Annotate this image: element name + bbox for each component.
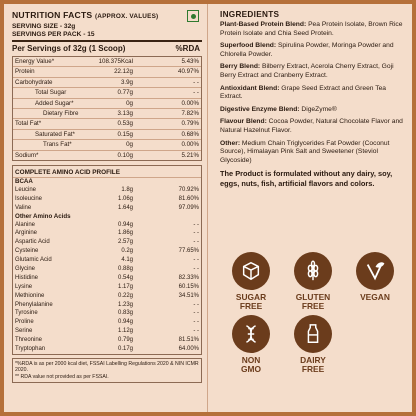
nutrition-row (13, 99, 201, 108)
nutrition-value: 3.13g (117, 109, 133, 117)
amino-rda: 60.15% (178, 283, 199, 290)
nutrition-value: 0.53g (117, 120, 133, 128)
amino-row (13, 204, 201, 213)
nutrition-rda: 0.00% (181, 99, 199, 107)
amino-value: 1.64g (117, 204, 133, 211)
amino-value: 1.8g (121, 186, 133, 193)
amino-row (13, 186, 201, 195)
rda-header: %RDA (175, 44, 200, 53)
nutrition-row (13, 88, 201, 97)
nutrition-name: Trans Fat* (43, 141, 72, 149)
amino-name: Isoleucine (15, 195, 43, 202)
ingredient-item (220, 106, 406, 115)
footnote-no-rda: ** RDA value not provided as per FSSAI. (15, 373, 109, 380)
claim-badge (220, 252, 282, 311)
nutrition-value: 22.12g (114, 68, 133, 76)
ingredient-item (220, 85, 406, 102)
amino-rda: - - (193, 257, 199, 264)
veg-mark-icon (187, 10, 199, 22)
badge-label-line2: GMO (240, 364, 261, 374)
amino-name: Valine (15, 204, 32, 211)
amino-row (13, 238, 201, 247)
amino-name: Leucine (15, 186, 37, 193)
nutrition-rda: - - (193, 78, 199, 86)
amino-row (13, 283, 201, 292)
amino-value: 0.88g (117, 266, 133, 273)
amino-rda: - - (193, 266, 199, 273)
ingredient-item (220, 140, 406, 166)
badge-label-line1: VEGAN (360, 292, 390, 302)
amino-name: Methionine (15, 292, 45, 299)
nutrition-row (13, 140, 201, 149)
amino-row (13, 301, 201, 310)
amino-value: 0.54g (117, 274, 133, 281)
nutrition-name: Added Sugar* (35, 99, 74, 107)
badge-label (220, 356, 282, 374)
nutrition-facts-section (4, 4, 208, 412)
ingredient-text: Pea Protein Isolate, Brown Rice Protein Isolate and Chia Seed Protein. (220, 21, 403, 37)
badge-label (220, 293, 282, 311)
amino-value: 0.2g (121, 248, 133, 255)
ingredient-text: Cocoa Powder, Natural Chocolate Flavor and Natural Hazelnut Flavor. (220, 118, 403, 134)
nutrition-title-text: NUTRITION FACTS (12, 10, 93, 20)
nutrition-name: Saturated Fat* (35, 130, 75, 138)
amino-name: Lysine (15, 283, 33, 290)
amino-value: 1.17g (117, 283, 133, 290)
amino-rda: 34.51% (178, 292, 199, 299)
ingredient-label: Superfood Blend: (220, 42, 277, 50)
amino-row (13, 247, 201, 256)
claim-badge (282, 315, 344, 374)
amino-row (13, 265, 201, 274)
ingredient-text: Spirulina Powder, Moringa Powder and Chlorella Powder. (220, 42, 394, 58)
amino-rda: 81.51% (178, 337, 199, 344)
ingredient-label: Digestive Enzyme Blend: (220, 105, 300, 113)
amino-value: 0.79g (117, 337, 133, 344)
badge-label-line1: NON (241, 355, 261, 365)
badge-label-line2: FREE (301, 364, 325, 374)
nutrition-value: 0g (126, 141, 133, 149)
amino-value: 0.94g (117, 319, 133, 326)
nutrition-name: Protein (15, 68, 35, 76)
amino-name: Proline (15, 319, 34, 326)
amino-name: Phenylalanine (15, 301, 53, 308)
amino-row (13, 274, 201, 283)
amino-row (13, 309, 201, 318)
amino-name: Tyrosine (15, 310, 38, 317)
nutrition-rda: 0.00% (181, 141, 199, 149)
sugar-cube-icon (232, 252, 270, 290)
free-from-statement: The Product is formulated without any dairy, soy, eggs, nuts, fish, artificial flavors and colors. (220, 169, 393, 188)
amino-rda: - - (193, 310, 199, 317)
nutrition-row (13, 57, 201, 66)
amino-name: Threonine (15, 337, 43, 344)
footnote-rda: *%RDA is as per 2000 kcal diet, FSSAI Labelling Regulations 2020 & NIN ICMR 2020. (15, 360, 199, 374)
ingredients-title: INGREDIENTS (220, 10, 280, 19)
ingredient-text: DigeZyme® (299, 105, 337, 113)
amino-rda: 82.33% (178, 274, 199, 281)
vegan-v-icon (356, 252, 394, 290)
nutrition-name: Carbohydrate (15, 78, 53, 86)
amino-row (13, 336, 201, 345)
amino-rda: - - (193, 221, 199, 228)
amino-value: 1.12g (117, 328, 133, 335)
dna-strand-icon (232, 315, 270, 353)
claim-badge (344, 252, 406, 311)
ingredient-item (220, 21, 406, 38)
amino-row (13, 229, 201, 238)
ingredient-label: Berry Blend: (220, 63, 261, 71)
badge-label (282, 293, 344, 311)
serving-size: SERVING SIZE - 32g (12, 23, 76, 30)
nutrition-row (13, 78, 201, 87)
badge-label (344, 293, 406, 302)
amino-rda: 77.65% (178, 248, 199, 255)
amino-rda: 97.09% (178, 204, 199, 211)
claim-badge (220, 315, 282, 374)
amino-name: Glycine (15, 266, 36, 273)
footnotes (12, 358, 202, 383)
amino-row (13, 327, 201, 336)
ingredient-label: Flavour Blend: (220, 118, 267, 126)
nutrition-rda: 0.79% (181, 120, 199, 128)
claim-badges (220, 252, 406, 374)
nutrition-row (13, 67, 201, 76)
nutrition-table (12, 56, 202, 161)
amino-name: Arginine (15, 230, 38, 237)
label-panel (4, 4, 412, 412)
amino-row (13, 345, 201, 354)
amino-value: 0.94g (117, 221, 133, 228)
ingredient-text: Bilberry Extract, Acerola Cherry Extract, Goji Berry Extract and Cranberry Extract. (220, 63, 394, 79)
nutrition-value: 108.375Kcal (98, 58, 133, 65)
wheat-icon (294, 252, 332, 290)
amino-row (13, 256, 201, 265)
nutrition-value: 0.15g (117, 130, 133, 138)
bcaa-rows (13, 186, 201, 213)
amino-name: Alanine (15, 221, 36, 228)
nutrition-row (13, 119, 201, 128)
amino-value: 2.57g (117, 239, 133, 246)
nutrition-rda: 0.68% (181, 130, 199, 138)
ingredient-label: Plant-Based Protein Blend: (220, 21, 307, 28)
amino-name: Cysteine (15, 248, 39, 255)
badge-label (282, 356, 344, 374)
amino-name: Tryptophan (15, 346, 46, 353)
nutrition-name: Total Fat* (15, 120, 42, 128)
badge-label-line1: GLUTEN (295, 292, 331, 302)
nutrition-rda: 5.43% (181, 58, 199, 65)
ingredient-text: Grape Seed Extract and Green Tea Extract. (220, 84, 387, 101)
amino-value: 1.06g (117, 195, 133, 202)
nutrition-name: Energy Value* (15, 58, 55, 65)
other-amino-rows (13, 221, 201, 354)
amino-rda: - - (193, 328, 199, 335)
amino-rda: 64.00% (178, 346, 199, 353)
amino-name: Glutamic Acid (15, 257, 52, 264)
amino-row (13, 318, 201, 327)
badge-label-line2: FREE (239, 301, 263, 311)
bcaa-label: BCAA (15, 177, 33, 185)
nutrition-title-note: (APPROX. VALUES) (94, 13, 159, 20)
other-amino-label: Other Amino Acids (15, 212, 71, 220)
amino-row (13, 292, 201, 301)
amino-value: 0.83g (117, 310, 133, 317)
nutrition-rda: 7.82% (181, 109, 199, 117)
nutrition-rda: 40.97% (178, 68, 199, 76)
amino-value: 1.86g (117, 230, 133, 237)
ingredient-text: Medium Chain Triglycerides Fat Powder (Coconut Source), Himalayan Pink Salt and Sweetener (Steviol Glycoside) (220, 139, 390, 164)
per-serving-label: Per Servings of 32g (1 Scoop) (12, 44, 126, 53)
per-serving-header (12, 42, 202, 54)
nutrition-name: Total Sugar (35, 89, 67, 97)
amino-value: 1.23g (117, 301, 133, 308)
amino-rda: - - (193, 230, 199, 237)
milk-bottle-icon (294, 315, 332, 353)
amino-name: Histidine (15, 274, 39, 281)
nutrition-name: Dietary Fibre (43, 109, 79, 117)
amino-rda: 70.92% (178, 186, 199, 193)
nutrition-row (13, 130, 201, 139)
amino-rda: - - (193, 319, 199, 326)
amino-value: 4.1g (121, 257, 133, 264)
claim-badge (282, 252, 344, 311)
servings-per-pack: SERVINGS PER PACK - 15 (12, 31, 95, 38)
amino-name: Aspartic Acid (15, 239, 50, 246)
nutrition-name: Sodium* (15, 151, 39, 159)
nutrition-row (13, 109, 201, 118)
amino-rda: - - (193, 301, 199, 308)
nutrition-value: 0.77g (117, 89, 133, 97)
nutrition-rda: - - (193, 89, 199, 97)
amino-rda: 81.60% (178, 195, 199, 202)
badge-label-line1: SUGAR (235, 292, 267, 302)
badge-label-line1: DAIRY (300, 355, 326, 365)
nutrition-value: 3.9g (120, 78, 133, 86)
nutrition-row (13, 151, 201, 160)
amino-name: Serine (15, 328, 33, 335)
ingredient-item (220, 118, 406, 135)
nutrition-rda: 5.21% (181, 151, 199, 159)
amino-table (12, 165, 202, 355)
amino-value: 0.22g (117, 292, 133, 299)
ingredient-label: Other: (220, 139, 241, 147)
badge-label-line2: FREE (301, 301, 325, 311)
amino-row (13, 195, 201, 204)
amino-rda: - - (193, 239, 199, 246)
ingredient-label: Antioxidant Blend: (220, 84, 280, 92)
ingredient-item (220, 63, 406, 80)
nutrition-title (12, 10, 202, 20)
amino-header: COMPLETE AMINO ACID PROFILE (15, 168, 120, 176)
ingredients-list (220, 21, 406, 165)
nutrition-value: 0g (126, 99, 133, 107)
amino-row (13, 221, 201, 230)
ingredient-item (220, 42, 406, 59)
amino-value: 0.17g (117, 346, 133, 353)
nutrition-value: 0.10g (117, 151, 133, 159)
